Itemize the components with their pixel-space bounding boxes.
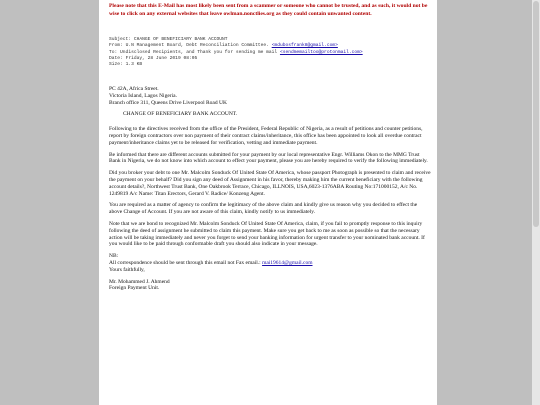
from-email-link[interactable]: <mdubosfrank8@gmail.com> bbox=[271, 43, 338, 49]
size-row bbox=[109, 62, 434, 68]
closing: Yours faithfully, bbox=[109, 266, 145, 273]
nb-label: NB: bbox=[109, 253, 119, 260]
from-label: From: bbox=[109, 43, 123, 49]
address-line-3: Branch office 311, Queens Drive Liverpool Road UK bbox=[109, 99, 227, 106]
nb-line bbox=[109, 260, 431, 267]
email-body bbox=[109, 86, 431, 292]
date-label: Date: bbox=[109, 55, 123, 61]
email-message bbox=[99, 0, 437, 405]
paragraph-note: Note that we are bond to recognized Mr. Malcolm Sonduck Of United State Of America, claim, if you fail to promptly response to this inquiry following the deed of assignment he submitted to claim this payment. Make sure you get back to me as soon as possible so that the necessary action will be taking immediately and never you forget to send your banking information for urgent transfer to your nominated bank account. If you would like to be paid through conformable draft you should also indicate in your message. bbox=[109, 220, 425, 248]
address-line-1: PC 42A, Africa Street. bbox=[109, 86, 159, 92]
from-value: U.N Management Board, Debt Reconciliation Committee. bbox=[125, 43, 269, 49]
email-headers bbox=[109, 37, 434, 68]
subject-label: Subject: bbox=[109, 37, 132, 42]
size-value: 1.3 KB bbox=[125, 62, 143, 68]
nb-text: All correspondence should be sent through this email not Fax email.: bbox=[109, 259, 261, 266]
nb-email-link[interactable]: mai19614@gmail.com bbox=[262, 259, 313, 266]
date-value: Friday, 28 June 2019 08:05 bbox=[125, 55, 198, 61]
signature-name: Mr. Mohammed J. Ahmend bbox=[109, 278, 170, 285]
address-line-2: Victoria Island, Lagos Nigeria. bbox=[109, 92, 177, 99]
to-email-link[interactable]: <sendmemailtoo@protonmail.com> bbox=[279, 49, 363, 55]
scam-warning-banner: Please note that this E-Mail has most likely been sent from a scammer or someone who cannot be trusted, and as such, it would not be wise to click on any external websites that leave owlman.nonctlies.org as they could contain unwanted content. bbox=[109, 3, 428, 17]
subject-value: CHANGE OF BENEFICIARY BANK ACCOUNT bbox=[133, 37, 228, 42]
paragraph-accounts: Be informed that there are different accounts submitted for your payment by our local representative Engr. Williams Okon to the MMG Trust Bank in Nigeria, we do not know into which account to effect your payment, please you are hereby required to verify the following immediately. bbox=[109, 151, 428, 165]
to-label: To: bbox=[109, 49, 118, 55]
vertical-scrollbar[interactable] bbox=[532, 0, 540, 405]
signature-title: Foreign Payment Unit. bbox=[109, 285, 160, 292]
paragraph-agency: You are required as a matter of agency to confirm the legitimacy of the above claim and kindly give us reason why you decided to effect the above Change of Account. If you are not aware of this claim, kindly notify to us immediately. bbox=[109, 202, 418, 216]
letter-heading: CHANGE OF BENEFICIARY BANK ACCOUNT. bbox=[123, 111, 238, 118]
scrollbar-thumb[interactable] bbox=[533, 1, 539, 227]
to-value: Undisclosed Recipients, and Thank you for sending me mail bbox=[120, 49, 278, 55]
paragraph-directives: Following to the directives received from the office of the President, Federal Republic of Nigeria, as a result of petitions and counter petitions, report by foreign contractors over non payment of their contract claims/inheritance, this office has been appointed to look all overdue contract payment/inheritance claims yet to be released for verification, vetting and immediate payment. bbox=[109, 126, 423, 146]
paragraph-broker: Did you broker your debt to one Mr. Malcolm Sonduck Of United State Of America, whose passport Photograph is presented to claim and receive the payment on your behalf? Did you sign any deed of Assignment in his favor, thereby making him the current beneficiary with the following account details?, Northwest Trust Bank, One Oakbrook Terrace, Chicago, ILLNOIS, USA,6023-1376ABA Routing No:171000152, A/c No. 1249819 A/c Name: Titan Erectors, Gerard V. Radice/ Konzeng Agent. bbox=[109, 170, 431, 197]
size-label: Size: bbox=[109, 62, 123, 68]
